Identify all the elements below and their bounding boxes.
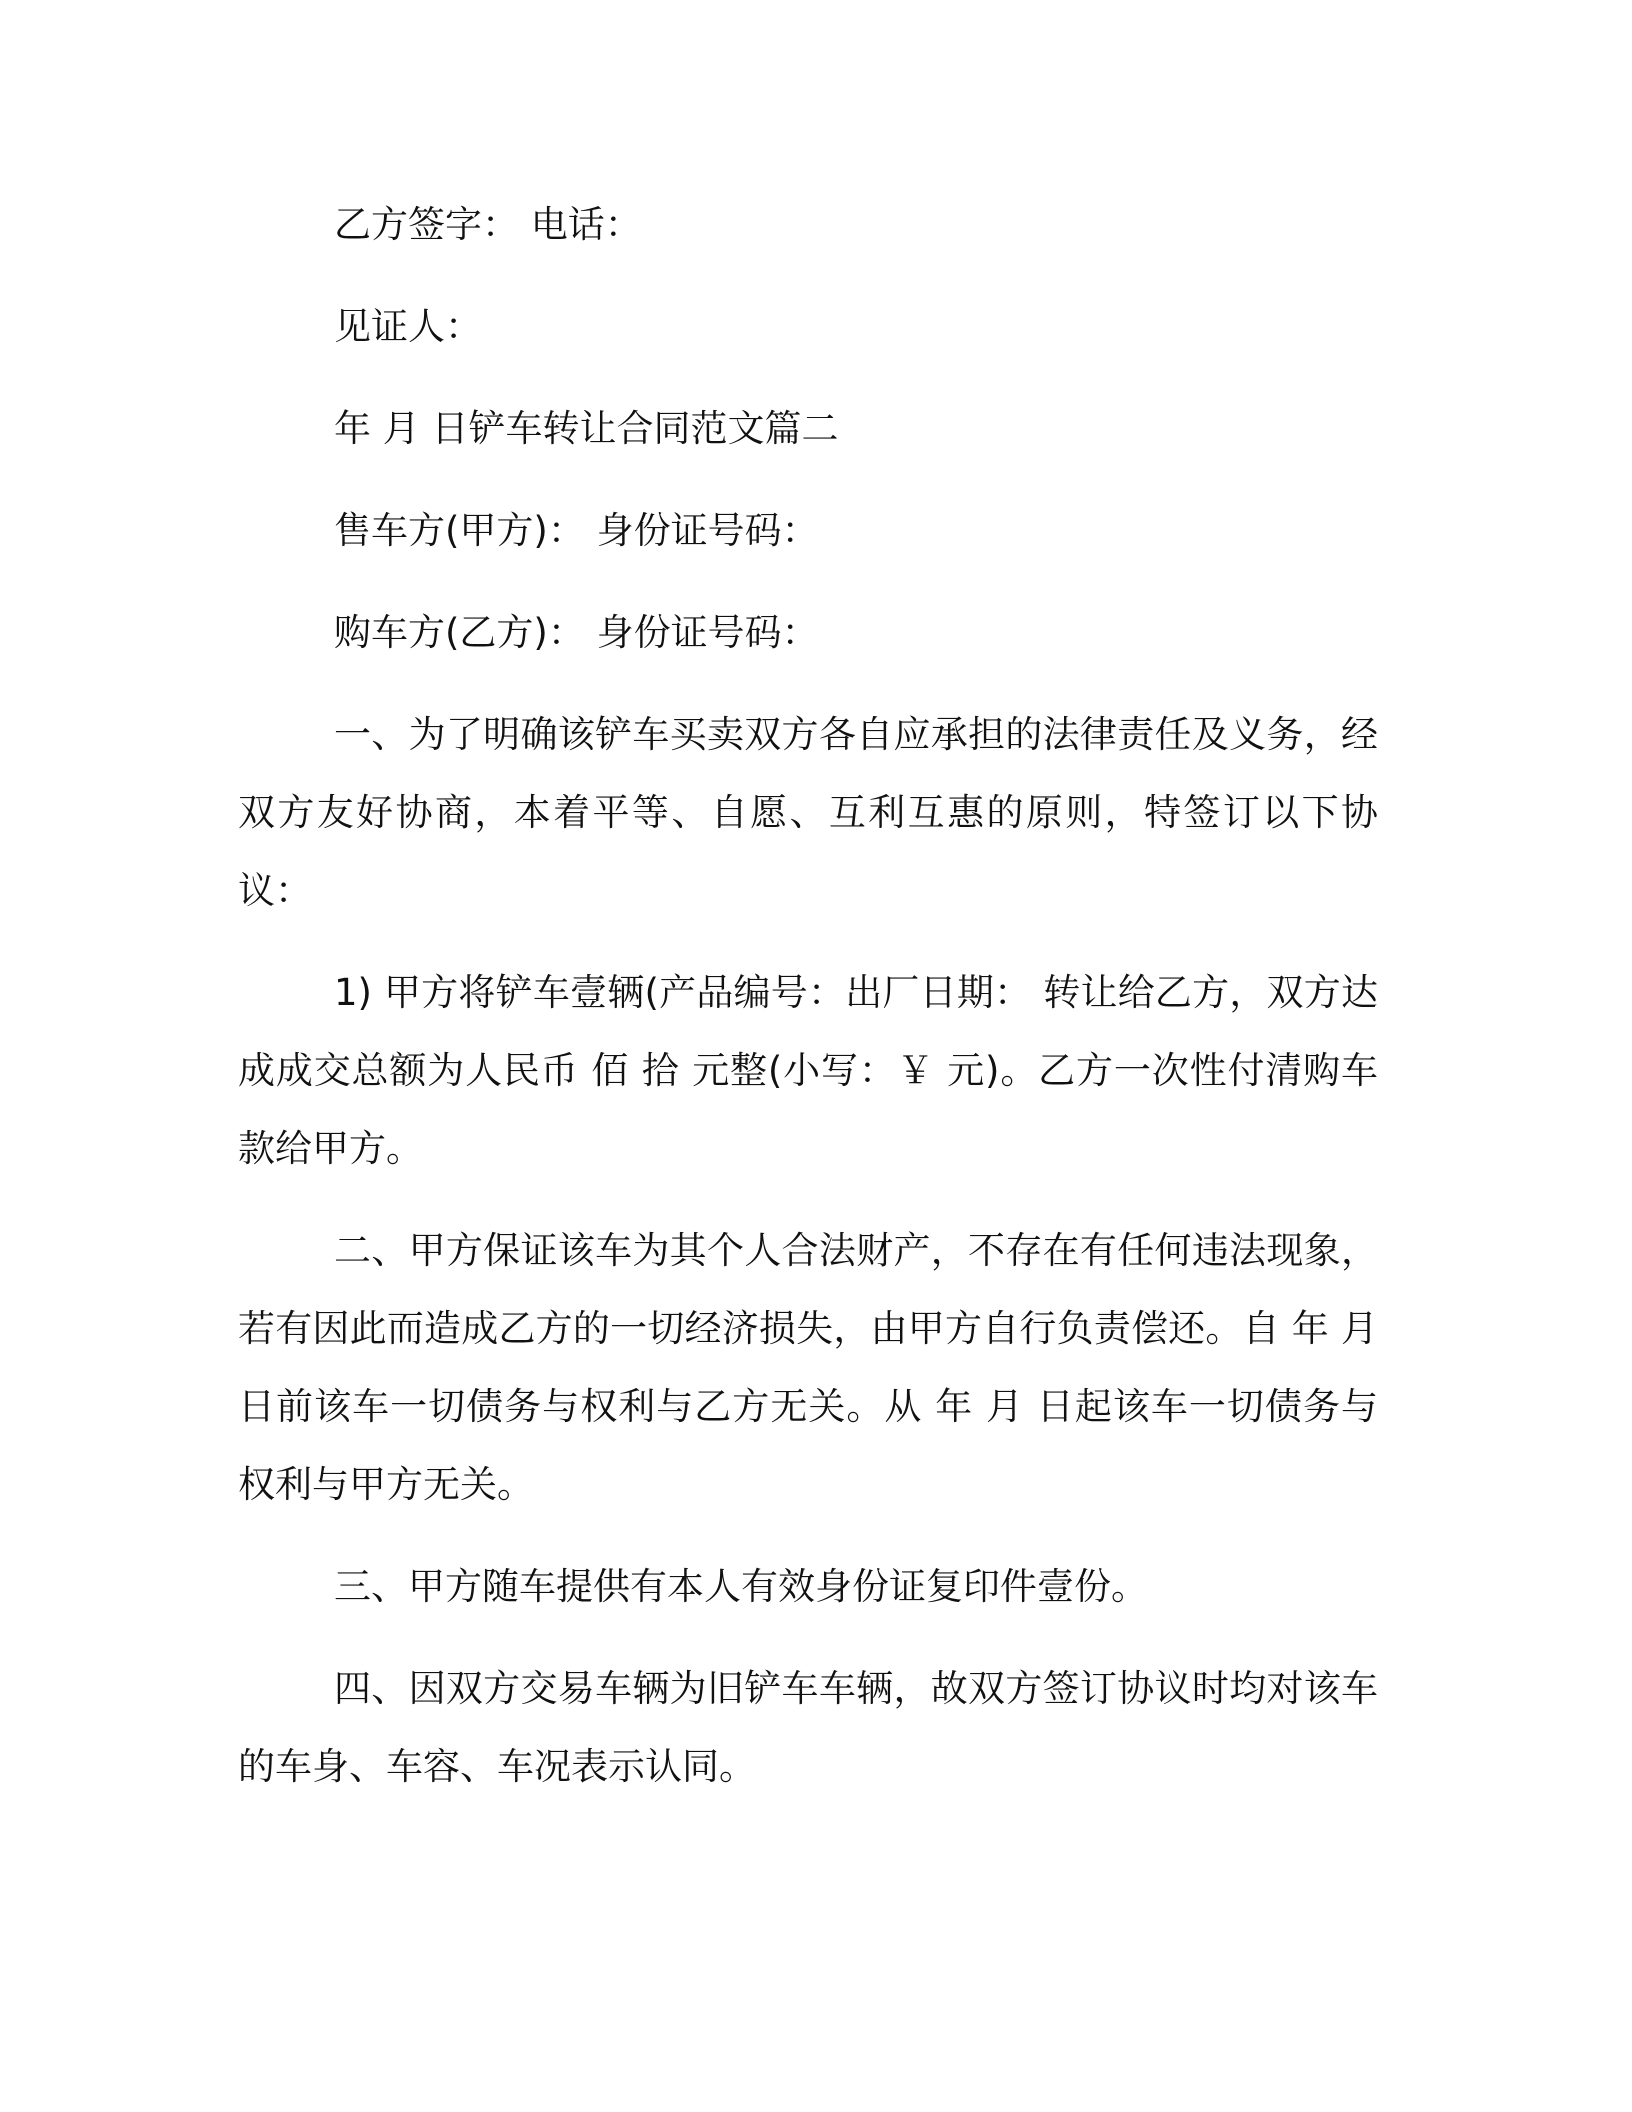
buyer-line: 购车方(乙方)： 身份证号码： <box>334 611 819 654</box>
clause-3-paragraph: 三、甲方随车提供有本人有效身份证复印件壹份。 <box>334 1565 1148 1608</box>
witness-line: 见证人： <box>334 305 482 348</box>
document-body <box>238 186 1378 1806</box>
clause-4-paragraph: 四、因双方交易车辆为旧铲车车辆，故双方签订协议时均对该车的车身、车容、车况表示认同。 <box>238 1667 1378 1788</box>
clause-1-item-1-paragraph: 1) 甲方将铲车壹辆(产品编号：出厂日期： 转让给乙方，双方达成成交总额为人民币 佰 拾 元整(小写：￥ 元)。乙方一次性付清购车款给甲方。 <box>238 971 1378 1170</box>
clause-2-paragraph: 二、甲方保证该车为其个人合法财产，不存在有任何违法现象，若有因此而造成乙方的一切经济损失，由甲方自行负责偿还。自 年 月 日前该车一切债务与权利与乙方无关。从 年 月 日起该车一切债务与权利与甲方无关。 <box>238 1229 1378 1506</box>
date-and-title-line: 年 月 日铲车转让合同范文篇二 <box>334 407 839 450</box>
clause-1-paragraph: 一、为了明确该铲车买卖双方各自应承担的法律责任及义务，经双方友好协商，本着平等、自愿、互利互惠的原则，特签订以下协议： <box>238 713 1378 912</box>
party-b-signature-line: 乙方签字： 电话： <box>334 203 642 246</box>
seller-line: 售车方(甲方)： 身份证号码： <box>334 509 819 552</box>
